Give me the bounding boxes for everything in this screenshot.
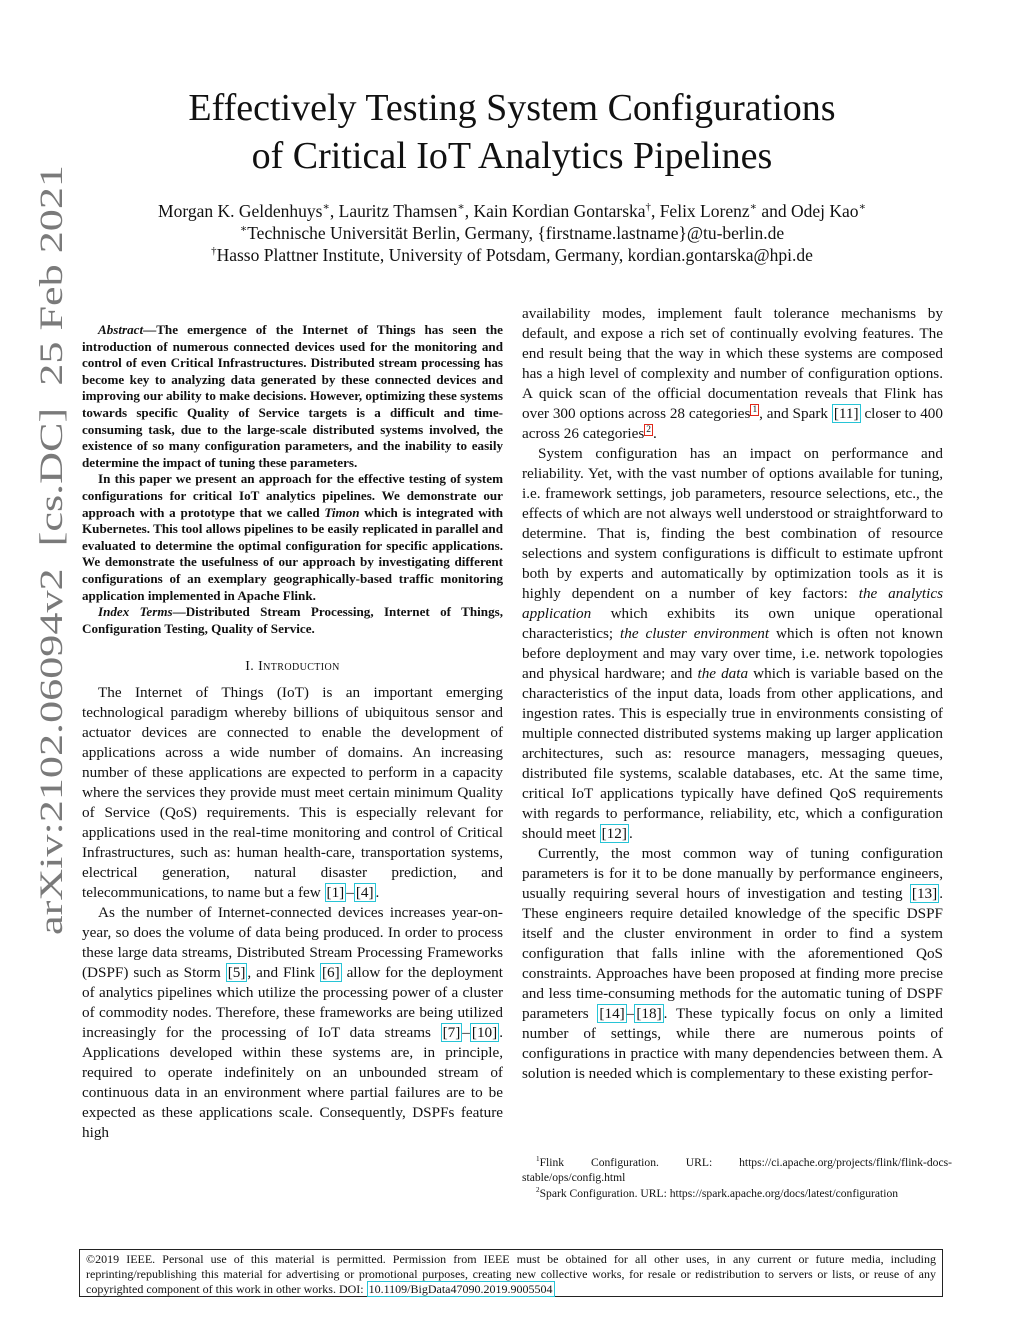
affiliation-hpi xyxy=(60,244,964,266)
paragraph-text: The Internet of Things (IoT) is an important emerging technological paradigm whereby billions of ubiquitous sensor and actuator devices are connected to enable the development of applications across a wide number of domains. An increasing number of these applications are expected to perform in a capacity where the services they provide must meet certain minimum Quality of Service (QoS) requirements. This is especially relevant for applications used in the real-time monitoring and control of Critical Infrastructures, such as: human health-care, transportation systems, electrical generation, natural disaster prediction, and telecommunications, to name but a few xyxy=(82,684,503,902)
intro-paragraph-2 xyxy=(82,903,503,1143)
footnote-1 xyxy=(522,1155,952,1185)
arxiv-stamp xyxy=(10,160,86,940)
citation-link[interactable]: [13] xyxy=(911,885,938,902)
citation-link[interactable]: [10] xyxy=(471,1024,498,1042)
citation-link[interactable]: [18] xyxy=(636,1005,662,1022)
range-dash: – xyxy=(346,884,354,902)
paragraph-text: availability modes, implement fault tolerance mechanisms by default, and expose a rich set of continually evolving features. The end result being that the way in which these systems are composed has a high level of complexity and number of configuration options. A quick scan of the official documentation reveals that Flink has over 300 options across 28 categories xyxy=(522,305,943,422)
emphasis: the data xyxy=(697,665,749,682)
paragraph-text: . These typically focus on only a limited number of settings, while there are numerous points of configurations in practice with many dependencies between them. A solution is needed which is complementary to these existing perfor- xyxy=(522,1005,943,1082)
tool-name-timon: Timon xyxy=(324,504,360,520)
footnote-text: Flink Configuration. URL: https://ci.apache.org/projects/flink/flink-docs-stable/ops/config.html xyxy=(522,1156,952,1184)
citation-link[interactable]: [11] xyxy=(833,405,859,422)
citation-link[interactable]: [6] xyxy=(321,964,340,982)
author-geldenhuys: Morgan K. Geldenhuys xyxy=(158,201,323,221)
footnote-text: Spark Configuration. URL: https://spark.apache.org/docs/latest/configuration xyxy=(539,1187,899,1200)
left-column xyxy=(82,322,503,1143)
right-paragraph-2 xyxy=(522,444,943,844)
affiliation-mark: † xyxy=(645,201,651,214)
affiliation-tu-berlin xyxy=(60,222,964,244)
citation-link[interactable]: [5] xyxy=(227,964,246,982)
title-line-1: Effectively Testing System Configurations xyxy=(188,87,836,129)
abstract-dash: — xyxy=(143,322,157,337)
paragraph-text: , and Spark xyxy=(759,405,832,422)
abstract-paragraph-1: The emergence of the Internet of Things has seen the introduction of numerous connected devices used for the monitoring and control of even Critical Infrastructures. Distributed stream processing has become key to analyzing data generated by these connected devices and improving our ability to make decisions. However, optimizing these systems towards specific Quality of Service targets is a difficult and time-consuming task, due to the large-scale distributed systems involved, the existence of so many configuration parameters, and the inability to easily determine the impact of tuning these parameters. xyxy=(82,322,503,470)
paragraph-text: System configuration has an impact on performance and reliability. Yet, with the vast number of options available for tuning, i.e. framework settings, job parameters, resource selections, etc., the effects of which are not always well understood or straightforward to determine. That is, finding the best combination of resource selections and system configurations is difficult to estimate upfront both by experts and automatically by optimization tools as it is highly dependent on a number of key factors: xyxy=(522,445,943,602)
affiliation-mark: ∗ xyxy=(457,201,465,214)
author-gontarska: , Kain Kordian Gontarska xyxy=(464,201,646,221)
abstract-label: Abstract xyxy=(98,322,144,337)
section-number: I. xyxy=(245,659,255,675)
footnote-number: 2 xyxy=(536,1186,540,1195)
intro-paragraph-1 xyxy=(82,683,503,903)
citation-link[interactable]: [1] xyxy=(326,884,345,902)
paragraph-text: closer to 400 across 26 categories xyxy=(522,405,943,442)
title-line-2: of Critical IoT Analytics Pipelines xyxy=(251,135,773,177)
right-paragraph-3 xyxy=(522,844,943,1084)
arxiv-id: arXiv:2102.06094v2 [cs.DC] 25 Feb 2021 xyxy=(34,359,70,935)
citation-link[interactable]: [14] xyxy=(599,1005,625,1022)
citation-link[interactable]: [7] xyxy=(442,1024,461,1042)
emphasis: the cluster environment xyxy=(620,625,770,642)
author-thamsen: , Lauritz Thamsen xyxy=(329,201,458,221)
footnote-number: 1 xyxy=(536,1155,540,1164)
paragraph-text: . These engineers require detailed knowledge of the specific DSPF itself and the cluster environment in order to find a system configuration that falls inline with the aforementioned QoS constraints. Approaches have been proposed at finding more precise and less time-consuming methods for the automatic tuning of DSPF parameters xyxy=(522,885,943,1022)
footnotes xyxy=(522,1155,952,1202)
affiliation-text: Technische Universität Berlin, Germany, {firstname.lastname}@tu-berlin.de xyxy=(247,223,785,243)
emphasis: the analytics application xyxy=(522,585,944,622)
paragraph-text: which exhibits its own unique operational characteristics; xyxy=(522,605,943,642)
paragraph-text: . xyxy=(628,825,633,842)
paper-title xyxy=(80,84,944,180)
footnote-link[interactable]: 2 xyxy=(646,424,651,435)
copyright-text: ©2019 IEEE. Personal use of this material is permitted. Permission from IEEE must be obtained for all other uses, in any current or future media, including reprinting/republishing this material for advertising or promotional purposes, creating new collective works, for resale or redistribution to servers or lists, or reuse of any copyrighted component of this work in other works. DOI: xyxy=(86,1252,936,1296)
author-kao: and Odej Kao xyxy=(756,201,859,221)
paragraph-text: . xyxy=(653,425,657,442)
paragraph-text: , and Flink xyxy=(247,964,320,982)
section-heading-introduction xyxy=(82,657,503,677)
paragraph-text: which is variable based on the characteristics of the input data, loads from other applications, and ingestion rates. This is especially true in environments consisting of multiple connected distributed systems making up larger application architectures, such as: resource managers, messaging queues, distributed file systems, scalable databases, etc. At the same time, critical IoT applications typically have defined QoS requirements with regards to performance, reliability, etc, which a configuration should meet xyxy=(522,665,943,842)
paragraph-text: Currently, the most common way of tuning configuration parameters is for it to be done manually by performance engineers, usually requiring several hours of investigation and testing xyxy=(522,845,943,902)
paragraph-text: . Applications developed within these systems are, in principle, required to operate indefinitely on an unbounded stream of continuous data in an environment where partial failures are to be expected as these applications scale. Consequently, DSPFs feature high xyxy=(82,1024,503,1142)
affiliation-mark: ∗ xyxy=(749,201,757,214)
affiliation-mark: † xyxy=(211,245,217,258)
paragraph-text: As the number of Internet-connected devices increases year-on-year, so does the volume of data being produced. In order to process these large data streams, Distributed Stream Processing Frameworks (DSPF) such as Storm xyxy=(82,904,503,982)
author-block xyxy=(60,200,964,266)
paragraph-text: which is often not known before deployment and may vary over time, i.e. network topologies and physical hardware; and xyxy=(522,625,943,682)
abstract xyxy=(82,322,503,637)
doi-link[interactable]: 10.1109/BigData47090.2019.9005504 xyxy=(368,1282,553,1296)
author-list xyxy=(60,200,964,222)
index-terms-label: Index Terms xyxy=(98,604,173,620)
affiliation-mark: ∗ xyxy=(239,223,248,236)
right-column xyxy=(522,304,943,1084)
affiliation-text: Hasso Plattner Institute, University of Potsdam, Germany, kordian.gontarska@hpi.de xyxy=(216,245,813,265)
paragraph-text: allow for the deployment of analytics pipelines which utilize the processing power of a cluster of commodity nodes. Therefore, these frameworks are being utilized increasingly for the processing of IoT data streams xyxy=(82,964,503,1042)
section-title: Introduction xyxy=(258,659,340,675)
copyright-notice xyxy=(79,1249,943,1297)
citation-link[interactable]: [4] xyxy=(355,884,374,902)
paragraph-text: . xyxy=(375,884,380,902)
affiliation-mark: ∗ xyxy=(322,201,330,214)
footnote-link[interactable]: 1 xyxy=(752,404,758,415)
footnote-2 xyxy=(522,1186,952,1201)
abstract-paragraph-2: In this paper we present an approach for the effective testing of system configurations for critical IoT analytics pipelines. We demonstrate our approach with a prototype that we called xyxy=(82,471,503,520)
index-terms-text: —Distributed Stream Processing, Internet of Things, Configuration Testing, Quality of Service. xyxy=(82,604,503,636)
abstract-paragraph-2-cont: which is integrated with Kubernetes. This tool allows pipelines to be easily replicated in parallel and evaluated to determine the optimal configuration for specific applications. We demonstrate the usefulness of our approach by investigating different configurations of an exemplary geographically-based traffic monitoring application implemented in Apache Flink. xyxy=(82,504,503,603)
right-paragraph-1 xyxy=(522,304,943,444)
author-lorenz: , Felix Lorenz xyxy=(650,201,750,221)
affiliation-mark: ∗ xyxy=(858,201,866,214)
range-dash: – xyxy=(626,1005,635,1022)
range-dash: – xyxy=(462,1024,470,1042)
citation-link[interactable]: [12] xyxy=(601,825,627,842)
